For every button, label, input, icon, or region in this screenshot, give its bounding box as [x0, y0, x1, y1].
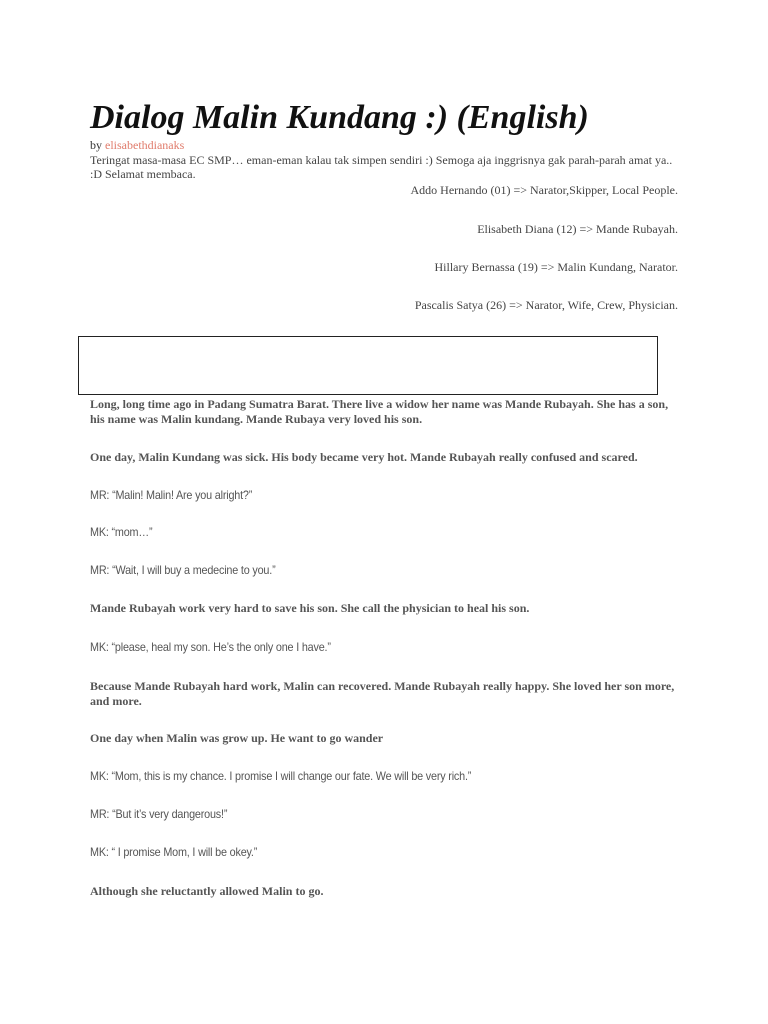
narration-line: Although she reluctantly allowed Malin to go.	[90, 884, 324, 898]
dialogue-line: MR: “But it’s very dangerous!”	[90, 807, 228, 821]
intro-text: Teringat masa-masa EC SMP… eman-eman kalau tak simpen sendiri :) Semoga aja inggrisnya gak parah-parah amat ya.. :D Selamat membaca.	[90, 153, 673, 181]
page-title: Dialog Malin Kundang :) (English)	[90, 99, 589, 136]
byline	[90, 138, 184, 152]
narration-line: Long, long time ago in Padang Sumatra Barat. There live a widow her name was Mande Rubayah. She has a son, his name was Malin kundang. Mande Rubaya very loved his son.	[90, 397, 669, 426]
cast-line: Addo Hernando (01) => Narator,Skipper, Local People.	[410, 183, 678, 197]
cast-line: Pascalis Satya (26) => Narator, Wife, Crew, Physician.	[414, 298, 678, 312]
byline-prefix: by	[90, 138, 105, 152]
narration-line: Because Mande Rubayah hard work, Malin can recovered. Mande Rubayah really happy. She loved her son more, and more.	[90, 679, 675, 708]
cast-line: Hillary Bernassa (19) => Malin Kundang, Narator.	[434, 260, 678, 274]
dialogue-line: MR: “Wait, I will buy a medecine to you.”	[90, 563, 276, 577]
dialogue-line: MK: “mom…”	[90, 525, 153, 539]
cast-line: Elisabeth Diana (12) => Mande Rubayah.	[477, 222, 678, 236]
dialogue-line: MK: “ I promise Mom, I will be okey.”	[90, 845, 258, 859]
dialogue-line: MK: “Mom, this is my chance. I promise I will change our fate. We will be very rich.”	[90, 769, 472, 783]
dialogue-line: MK: “please, heal my son. He’s the only one I have.”	[90, 640, 331, 654]
empty-frame	[78, 336, 658, 395]
narration-line: One day, Malin Kundang was sick. His body became very hot. Mande Rubayah really confused and scared.	[90, 450, 638, 464]
dialogue-line: MR: “Malin! Malin! Are you alright?”	[90, 488, 253, 502]
narration-line: Mande Rubayah work very hard to save his son. She call the physician to heal his son.	[90, 601, 530, 615]
author-link[interactable]: elisabethdianaks	[105, 138, 185, 152]
narration-line: One day when Malin was grow up. He want to go wander	[90, 731, 384, 745]
